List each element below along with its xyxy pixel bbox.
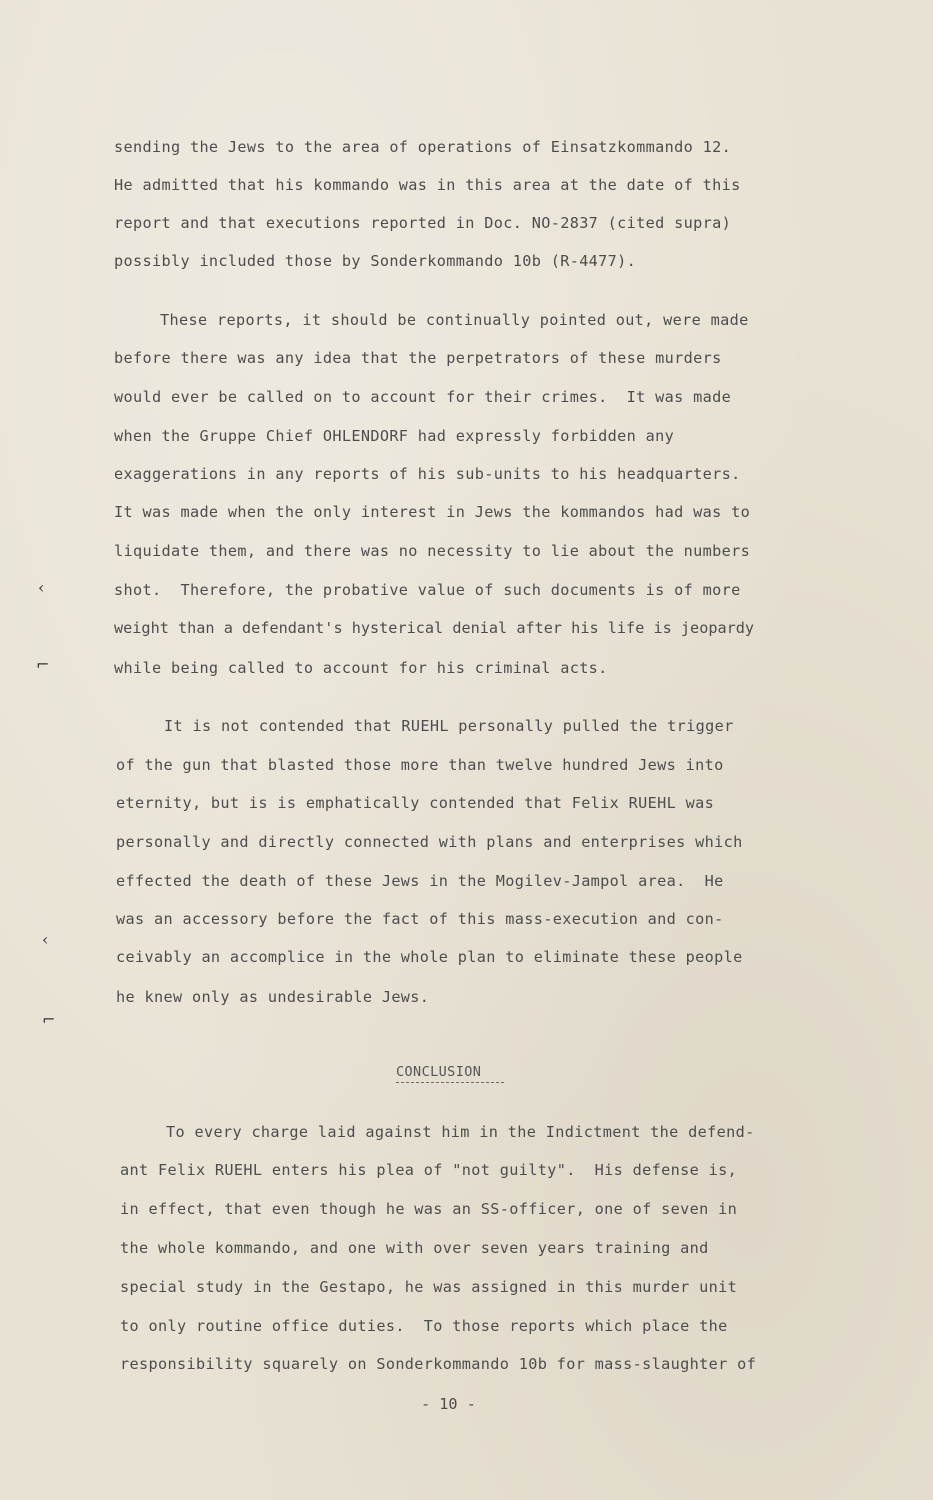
text-line: shot. Therefore, the probative value of such documents is of more bbox=[114, 581, 741, 599]
text-line: exaggerations in any reports of his sub-units to his headquarters. bbox=[114, 465, 741, 483]
margin-mark: ⌐ bbox=[36, 655, 50, 674]
text-line: the whole kommando, and one with over seven years training and bbox=[120, 1239, 709, 1257]
text-line: liquidate them, and there was no necessity to lie about the numbers bbox=[114, 542, 751, 560]
text-line: when the Gruppe Chief OHLENDORF had expressly forbidden any bbox=[114, 427, 675, 445]
text-line: special study in the Gestapo, he was assigned in this murder unit bbox=[120, 1278, 738, 1296]
text-line: personally and directly connected with plans and enterprises which bbox=[116, 833, 743, 851]
text-line: while being called to account for his criminal acts. bbox=[114, 659, 608, 677]
text-line: in effect, that even though he was an SS-officer, one of seven in bbox=[120, 1200, 738, 1218]
page-number: - 10 - bbox=[421, 1395, 476, 1413]
text-line: to only routine office duties. To those reports which place the bbox=[120, 1317, 728, 1335]
text-line: he knew only as undesirable Jews. bbox=[116, 988, 430, 1006]
heading-underline bbox=[396, 1082, 504, 1083]
text-line: ceivably an accomplice in the whole plan to eliminate these people bbox=[116, 948, 743, 966]
section-heading: CONCLUSION bbox=[396, 1064, 482, 1080]
text-line: of the gun that blasted those more than twelve hundred Jews into bbox=[116, 756, 724, 774]
text-line: was an accessory before the fact of this mass-execution and con- bbox=[116, 910, 724, 928]
text-line: report and that executions reported in Doc. NO-2837 (cited supra) bbox=[114, 214, 732, 232]
text-line: ant Felix RUEHL enters his plea of "not guilty". His defense is, bbox=[120, 1161, 738, 1179]
text-line: He admitted that his kommando was in this area at the date of this bbox=[114, 176, 741, 194]
text-line: possibly included those by Sonderkommando 10b (R-4477). bbox=[114, 252, 637, 270]
text-line: before there was any idea that the perpetrators of these murders bbox=[114, 349, 722, 367]
text-line: effected the death of these Jews in the Mogilev-Jampol area. He bbox=[116, 872, 724, 890]
text-line: weight than a defendant's hysterical denial after his life is jeopardy bbox=[114, 619, 755, 637]
text-line: eternity, but is is emphatically contended that Felix RUEHL was bbox=[116, 794, 715, 812]
margin-mark: ‹ bbox=[42, 930, 49, 949]
text-line: would ever be called on to account for their crimes. It was made bbox=[114, 388, 732, 406]
text-line: It was made when the only interest in Jews the kommandos had was to bbox=[114, 503, 751, 521]
text-line: responsibility squarely on Sonderkommando 10b for mass-slaughter of bbox=[120, 1355, 757, 1373]
margin-mark: ‹ bbox=[38, 578, 45, 597]
margin-mark: ⌐ bbox=[42, 1010, 56, 1029]
text-line: sending the Jews to the area of operations of Einsatzkommando 12. bbox=[114, 138, 732, 156]
text-line: To every charge laid against him in the Indictment the defend- bbox=[166, 1123, 755, 1141]
text-line: It is not contended that RUEHL personally pulled the trigger bbox=[164, 717, 734, 735]
text-line: These reports, it should be continually pointed out, were made bbox=[160, 311, 749, 329]
